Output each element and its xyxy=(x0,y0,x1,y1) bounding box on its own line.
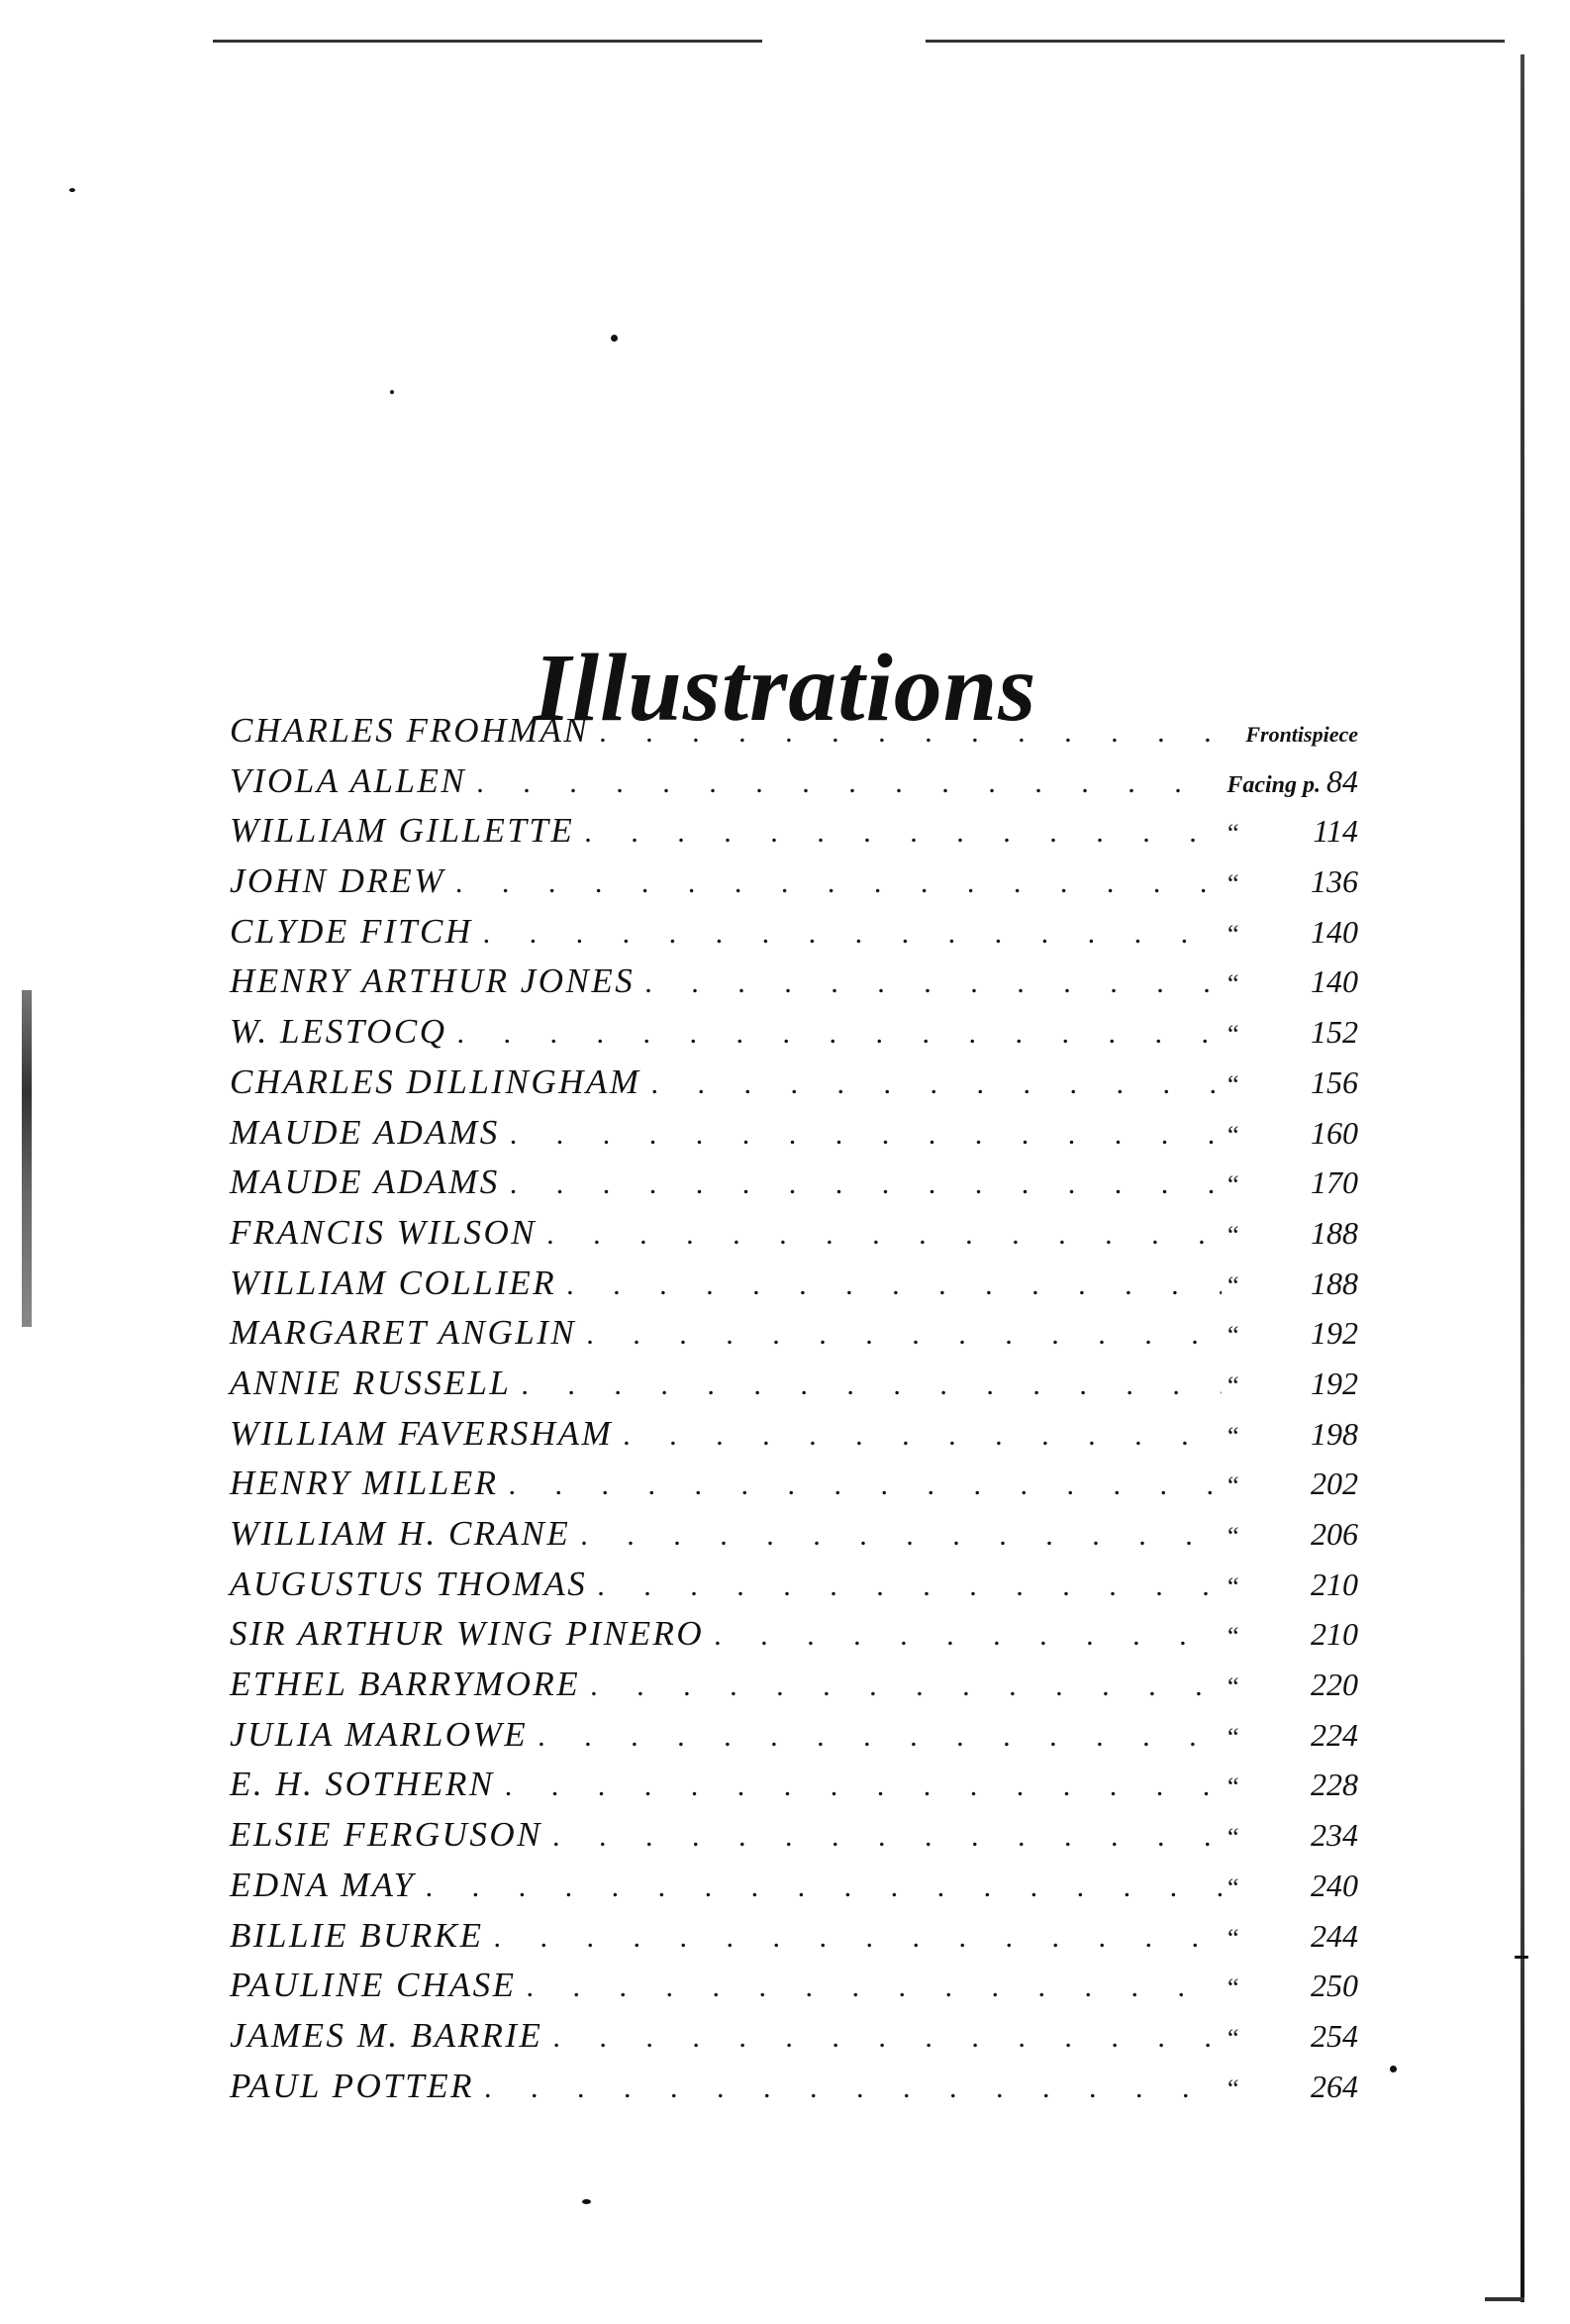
dot-leader xyxy=(527,1970,1223,2004)
page-title: Illustrations xyxy=(533,634,1037,742)
ditto-mark: “ xyxy=(1227,1020,1239,1050)
dot-leader xyxy=(590,1669,1222,1703)
page-reference xyxy=(1227,763,1358,800)
illustration-name: HENRY ARTHUR JONES xyxy=(230,961,636,1001)
ditto-mark: “ xyxy=(1227,2073,1239,2103)
page-number: 188 xyxy=(1311,1214,1358,1251)
ditto-mark: “ xyxy=(1227,1170,1239,1200)
page-number: 140 xyxy=(1311,913,1358,950)
dot-leader xyxy=(457,1017,1222,1051)
illustration-entry xyxy=(230,861,1358,912)
page-number: 170 xyxy=(1311,1164,1358,1201)
illustration-entry xyxy=(230,1313,1358,1364)
dot-leader xyxy=(584,816,1222,850)
ditto-mark: “ xyxy=(1227,919,1239,949)
ditto-mark: “ xyxy=(1227,1522,1239,1551)
page-number: 188 xyxy=(1311,1264,1358,1301)
illustration-name: WILLIAM FAVERSHAM xyxy=(230,1413,614,1453)
ditto-mark: “ xyxy=(1227,1923,1239,1953)
ditto-mark: “ xyxy=(1227,1120,1239,1150)
page-number: 220 xyxy=(1311,1667,1358,1703)
dot-leader xyxy=(494,1921,1222,1955)
page-number: 228 xyxy=(1311,1767,1358,1803)
dot-leader xyxy=(505,1769,1222,1803)
illustration-name: E. H. SOTHERN xyxy=(230,1765,495,1804)
illustration-entry xyxy=(230,1113,1358,1163)
page-number: 156 xyxy=(1311,1063,1358,1100)
illustration-entry xyxy=(230,1966,1358,2016)
illustration-entry xyxy=(230,912,1358,962)
scan-speck xyxy=(390,390,394,394)
dot-leader xyxy=(586,1318,1222,1352)
illustration-name: CLYDE FITCH xyxy=(230,911,473,951)
page-number: 210 xyxy=(1311,1566,1358,1602)
illustration-entry xyxy=(230,1364,1358,1414)
illustration-name: SIR ARTHUR WING PINERO xyxy=(230,1614,705,1654)
dot-leader xyxy=(599,716,1239,750)
illustration-entry xyxy=(230,1062,1358,1113)
page-number: 240 xyxy=(1311,1867,1358,1903)
scan-edge-top-left xyxy=(213,40,762,43)
ditto-mark: “ xyxy=(1227,1421,1239,1451)
page-number: 198 xyxy=(1311,1415,1358,1452)
ditto-mark: “ xyxy=(1227,1471,1239,1501)
dot-leader xyxy=(455,866,1222,900)
page-number: 140 xyxy=(1311,963,1358,1000)
binding-shadow-left xyxy=(22,990,32,1327)
ditto-mark: “ xyxy=(1227,1069,1239,1099)
scan-edge-right xyxy=(1521,54,1524,2302)
scan-speck xyxy=(611,335,618,342)
illustration-entry xyxy=(230,1765,1358,1815)
illustration-name: FRANCIS WILSON xyxy=(230,1212,538,1252)
illustration-entry xyxy=(230,761,1358,812)
ditto-mark: “ xyxy=(1227,1772,1239,1802)
illustration-name: JAMES M. BARRIE xyxy=(230,2015,543,2055)
frontispiece-label: Frontispiece xyxy=(1245,722,1358,747)
ditto-mark: “ xyxy=(1227,1571,1239,1601)
illustration-name: JULIA MARLOWE xyxy=(230,1714,529,1754)
ditto-mark: “ xyxy=(1227,1370,1239,1400)
illustration-name: MARGARET ANGLIN xyxy=(230,1313,577,1353)
page-number: 136 xyxy=(1311,863,1358,900)
illustration-name: PAUL POTTER xyxy=(230,2066,474,2105)
illustration-name: VIOLA ALLEN xyxy=(230,760,467,800)
scan-speck xyxy=(1515,1956,1528,1959)
illustration-name: JOHN DREW xyxy=(230,861,445,901)
illustration-entry xyxy=(230,2016,1358,2067)
illustration-entry xyxy=(230,1162,1358,1213)
dot-leader xyxy=(483,917,1222,951)
dot-leader xyxy=(508,1468,1222,1502)
illustration-entry xyxy=(230,1916,1358,1967)
scan-speck xyxy=(69,188,75,192)
ditto-mark: “ xyxy=(1227,1872,1239,1902)
illustration-name: W. LESTOCQ xyxy=(230,1012,447,1052)
dot-leader xyxy=(623,1419,1222,1453)
illustration-entry xyxy=(230,1715,1358,1766)
illustration-name: AUGUSTUS THOMAS xyxy=(230,1564,588,1603)
illustration-name: MAUDE ADAMS xyxy=(230,1112,500,1152)
illustration-name: ANNIE RUSSELL xyxy=(230,1363,512,1402)
page-number: 254 xyxy=(1311,2017,1358,2054)
dot-leader xyxy=(521,1368,1222,1402)
illustration-name: HENRY MILLER xyxy=(230,1464,499,1503)
dot-leader xyxy=(580,1519,1222,1553)
page-number: 202 xyxy=(1311,1465,1358,1502)
ditto-mark: “ xyxy=(1227,2023,1239,2053)
illustration-name: WILLIAM GILLETTE xyxy=(230,811,575,851)
illustration-entry xyxy=(230,1565,1358,1615)
dot-leader xyxy=(644,966,1222,1000)
illustrations-list xyxy=(230,711,1358,2116)
page-number: 210 xyxy=(1311,1616,1358,1653)
ditto-mark: “ xyxy=(1227,1220,1239,1250)
illustration-entry xyxy=(230,1665,1358,1715)
scan-edge-top-right xyxy=(926,40,1505,43)
dot-leader xyxy=(476,766,1221,800)
dot-leader xyxy=(484,2071,1222,2105)
illustration-entry xyxy=(230,1514,1358,1565)
dot-leader xyxy=(426,1870,1222,1904)
ditto-mark: “ xyxy=(1227,819,1239,849)
ditto-mark: “ xyxy=(1227,1823,1239,1853)
illustration-entry xyxy=(230,961,1358,1012)
illustration-name: CHARLES FROHMAN xyxy=(230,711,590,750)
dot-leader xyxy=(597,1569,1222,1603)
illustration-entry xyxy=(230,711,1358,761)
illustration-name: BILLIE BURKE xyxy=(230,1915,484,1955)
dot-leader xyxy=(650,1067,1222,1101)
scan-speck xyxy=(1390,2066,1397,2072)
ditto-mark: “ xyxy=(1227,1722,1239,1752)
dot-leader xyxy=(510,1167,1222,1201)
illustration-entry xyxy=(230,1414,1358,1465)
scan-speck xyxy=(582,2199,591,2204)
illustration-entry xyxy=(230,1815,1358,1866)
illustration-entry xyxy=(230,811,1358,861)
illustration-name: MAUDE ADAMS xyxy=(230,1162,500,1202)
page-number: 192 xyxy=(1311,1315,1358,1352)
illustration-name: EDNA MAY xyxy=(230,1865,416,1904)
page-number: 206 xyxy=(1311,1516,1358,1552)
illustration-entry xyxy=(230,1263,1358,1314)
ditto-mark: “ xyxy=(1227,1270,1239,1300)
page-number: 244 xyxy=(1311,1917,1358,1954)
illustration-name: ETHEL BARRYMORE xyxy=(230,1665,581,1704)
ditto-mark: “ xyxy=(1227,869,1239,899)
dot-leader xyxy=(510,1118,1222,1152)
dot-leader xyxy=(566,1268,1222,1302)
page-number: 250 xyxy=(1311,1968,1358,2004)
dot-leader xyxy=(714,1619,1222,1653)
dot-leader xyxy=(552,2021,1222,2055)
illustration-name: PAULINE CHASE xyxy=(230,1966,517,2005)
illustration-entry xyxy=(230,1012,1358,1062)
page-number: 84 xyxy=(1326,762,1358,799)
dot-leader xyxy=(538,1720,1222,1754)
illustration-entry xyxy=(230,1866,1358,1916)
page-number: 192 xyxy=(1311,1364,1358,1401)
illustration-name: ELSIE FERGUSON xyxy=(230,1815,542,1855)
ditto-mark: “ xyxy=(1227,1622,1239,1652)
page-number: 160 xyxy=(1311,1114,1358,1151)
ditto-mark: “ xyxy=(1227,1973,1239,2003)
illustration-name: CHARLES DILLINGHAM xyxy=(230,1061,641,1101)
ditto-mark: “ xyxy=(1227,1672,1239,1702)
facing-page-label: Facing p. xyxy=(1227,771,1321,798)
illustration-entry xyxy=(230,2067,1358,2117)
illustration-entry xyxy=(230,1213,1358,1263)
page-number: 234 xyxy=(1311,1817,1358,1854)
dot-leader xyxy=(546,1218,1222,1252)
page-number: 114 xyxy=(1313,813,1358,850)
ditto-mark: “ xyxy=(1227,969,1239,999)
illustration-name: WILLIAM H. CRANE xyxy=(230,1514,571,1553)
illustration-name: WILLIAM COLLIER xyxy=(230,1263,557,1302)
page-number: 224 xyxy=(1311,1716,1358,1753)
page-number: 264 xyxy=(1311,2068,1358,2104)
illustration-entry xyxy=(230,1614,1358,1665)
illustration-entry xyxy=(230,1464,1358,1514)
dot-leader xyxy=(552,1820,1222,1854)
page-number: 152 xyxy=(1311,1014,1358,1051)
ditto-mark: “ xyxy=(1227,1321,1239,1351)
scan-edge-bottom-right xyxy=(1485,2297,1524,2301)
